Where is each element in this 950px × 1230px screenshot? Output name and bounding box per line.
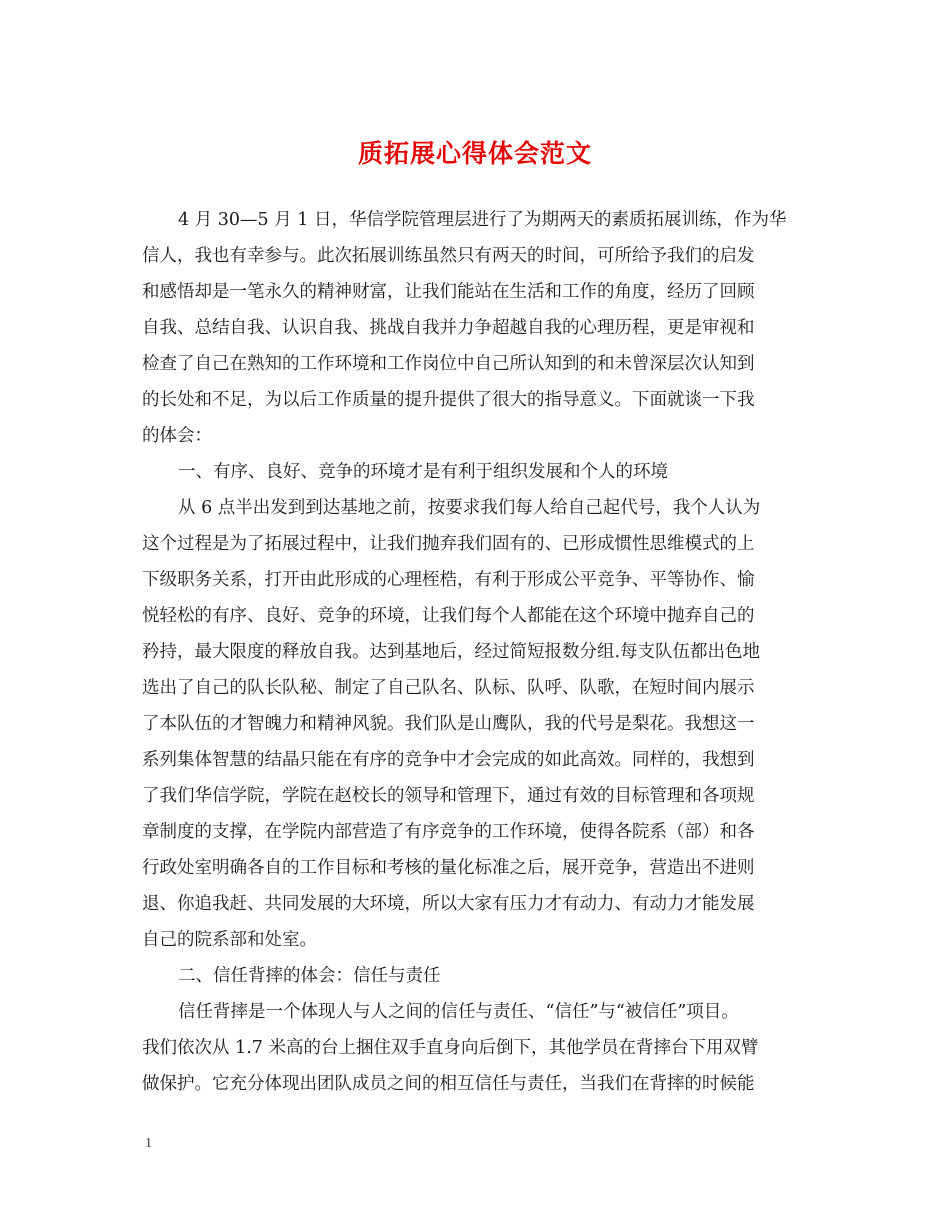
text-line: 的长处和不足，为以后工作质量的提升提供了很大的指导意义。下面就谈一下我 xyxy=(142,390,755,410)
text-line: 检查了自己在熟知的工作环境和工作岗位中自己所认知到的和未曾深层次认知到 xyxy=(142,354,755,374)
page-number: 1 xyxy=(145,1136,152,1151)
text-line: 悦轻松的有序、良好、竞争的环境，让我们每个人都能在这个环境中抛弃自己的 xyxy=(142,606,755,626)
text-line: 自己的院系部和处室。 xyxy=(142,930,317,950)
document-body xyxy=(142,202,812,1102)
text-line: 信任背摔是一个体现人与人之间的信任与责任、“信任”与“被信任”项目。 xyxy=(178,1002,739,1022)
page-title: 质拓展心得体会范文 xyxy=(357,139,592,168)
text-line: 和感悟却是一笔永久的精神财富，让我们能站在生活和工作的角度，经历了回顾 xyxy=(142,282,755,302)
text-line: 下级职务关系，打开由此形成的心理桎梏，有利于形成公平竞争、平等协作、愉 xyxy=(142,570,755,590)
section-heading-2: 二、信任背摔的体会：信任与责任 xyxy=(178,966,441,986)
text-line: 的体会： xyxy=(142,426,212,446)
text-line: 我们依次从 1.7 米高的台上捆住双手直身向后倒下，其他学员在背摔台下用双臂 xyxy=(142,1038,759,1058)
text-line: 行政处室明确各自的工作目标和考核的量化标准之后，展开竞争，营造出不进则 xyxy=(142,858,755,878)
text-line: 从 6 点半出发到到达基地之前，按要求我们每人给自己起代号，我个人认为 xyxy=(178,498,761,518)
text-line: 章制度的支撑，在学院内部营造了有序竞争的工作环境，使得各院系（部）和各 xyxy=(142,822,755,842)
text-line: 这个过程是为了拓展过程中，让我们抛弃我们固有的、已形成惯性思维模式的上 xyxy=(142,534,755,554)
text-line: 信人，我也有幸参与。此次拓展训练虽然只有两天的时间，可所给予我们的启发 xyxy=(142,246,755,266)
section-heading-1: 一、有序、良好、竞争的环境才是有利于组织发展和个人的环境 xyxy=(178,462,668,482)
text-line: 了我们华信学院，学院在赵校长的领导和管理下，通过有效的目标管理和各项规 xyxy=(142,786,755,806)
text-line: 选出了自己的队长队秘、制定了自己队名、队标、队呼、队歌，在短时间内展示 xyxy=(142,678,755,698)
text-line: 自我、总结自我、认识自我、挑战自我并力争超越自我的心理历程，更是审视和 xyxy=(142,318,755,338)
text-line: 做保护。它充分体现出团队成员之间的相互信任与责任，当我们在背摔的时候能 xyxy=(142,1074,755,1094)
text-line: 系列集体智慧的结晶只能在有序的竞争中才会完成的如此高效。同样的，我想到 xyxy=(142,750,755,770)
text-line: 退、你追我赶、共同发展的大环境，所以大家有压力才有动力、有动力才能发展 xyxy=(142,894,755,914)
text-line: 4 月 30—5 月 1 日，华信学院管理层进行了为期两天的素质拓展训练，作为华 xyxy=(178,210,787,230)
text-line: 矜持，最大限度的释放自我。达到基地后，经过简短报数分组.每支队伍都出色地 xyxy=(142,642,761,662)
text-line: 了本队伍的才智魄力和精神风貌。我们队是山鹰队，我的代号是梨花。我想这一 xyxy=(142,714,755,734)
